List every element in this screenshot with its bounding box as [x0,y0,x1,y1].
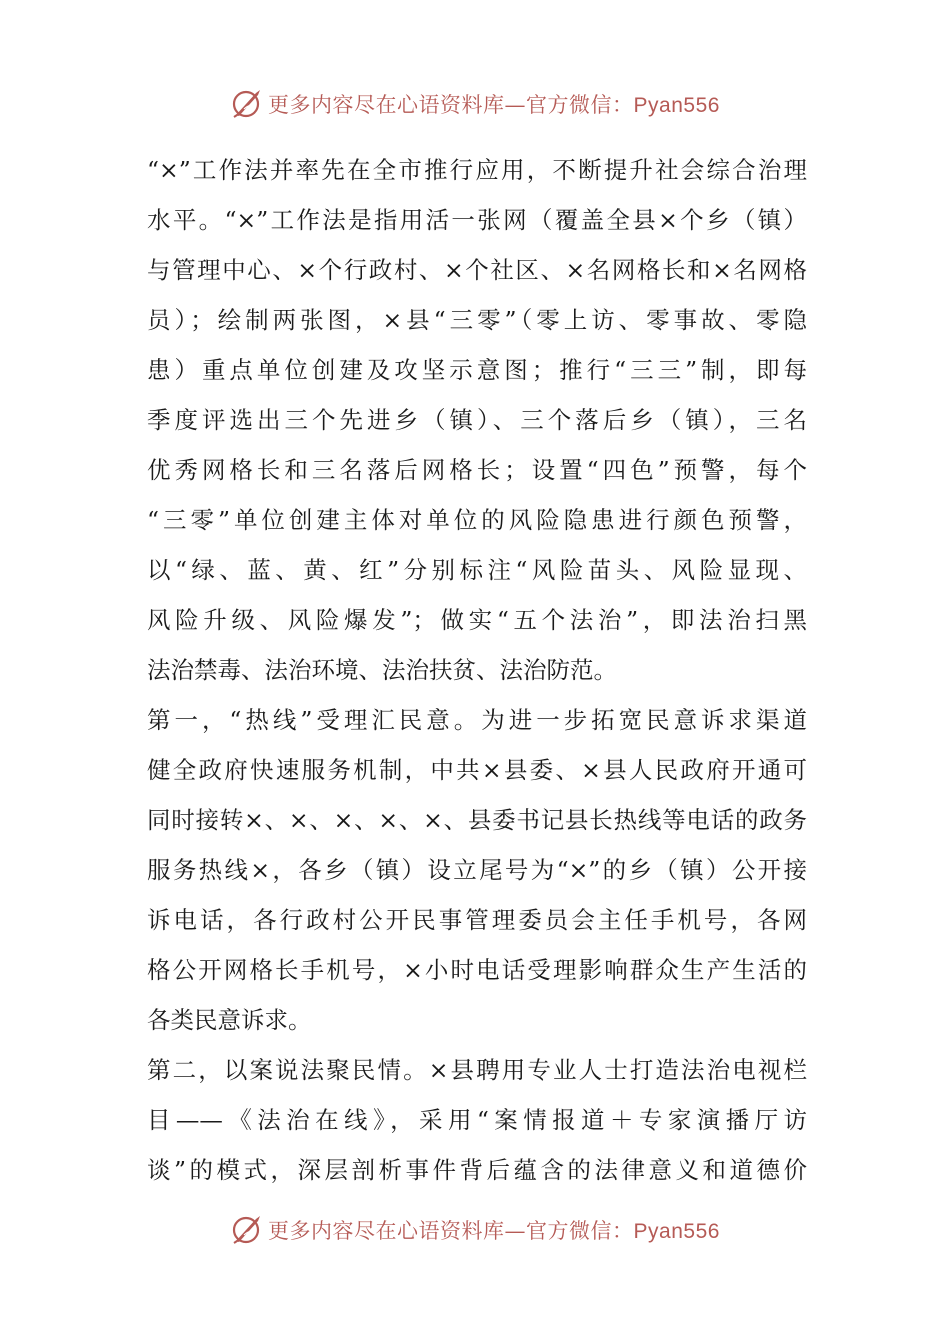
body-line: 风险升级、风险爆发”；做实“五个法治”，即法治扫黑 [147,606,807,634]
body-line: 以“绿、蓝、黄、红”分别标注“风险苗头、风险显现、 [147,556,807,584]
body-line: 员）；绘制两张图，×县“三零”（零上访、零事故、零隐 [147,306,807,334]
body-line: 服务热线×，各乡（镇）设立尾号为“×”的乡（镇）公开接 [147,856,807,884]
footer-watermark-banner [0,1210,950,1250]
body-line: 谈”的模式，深层剖析事件背后蕴含的法律意义和道德价 [147,1156,807,1184]
body-line: 健全政府快速服务机制，中共×县委、×县人民政府开通可 [147,756,807,784]
header-banner-text: 更多内容尽在心语资料库—官方微信：Pyan556 [268,93,720,117]
body-line: 优秀网格长和三名落后网格长；设置“四色”预警，每个 [147,456,807,484]
body-line: 与管理中心、×个行政村、×个社区、×名网格长和×名网格 [147,256,807,284]
footer-banner-text: 更多内容尽在心语资料库—官方微信：Pyan556 [268,1219,720,1243]
body-line: 诉电话，各行政村公开民事管理委员会主任手机号，各网 [147,906,807,934]
body-line: 患）重点单位创建及攻坚示意图；推行“三三”制，即每 [147,356,807,384]
footer-wechat-id: Pyan556 [633,1220,720,1243]
body-line: 同时接转×、×、×、×、×、县委书记县长热线等电话的政务 [147,806,807,834]
body-line: 格公开网格长手机号，×小时电话受理影响群众生产生活的 [147,956,807,984]
quill-pen-logo-icon [230,87,264,121]
document-body [147,145,807,1195]
quill-pen-logo-icon [230,1213,264,1247]
body-line: 法治禁毒、法治环境、法治扶贫、法治防范。 [147,656,617,684]
body-line: 季度评选出三个先进乡（镇）、三个落后乡（镇），三名 [147,406,807,434]
header-wechat-id: Pyan556 [633,94,720,117]
body-line: 目——《法治在线》，采用“案情报道＋专家演播厅访 [147,1106,807,1134]
body-line: 第二，以案说法聚民情。×县聘用专业人士打造法治电视栏 [147,1056,807,1084]
body-line: 各类民意诉求。 [147,1006,312,1034]
body-line: “三零”单位创建主体对单位的风险隐患进行颜色预警， [147,506,807,534]
body-line: “×”工作法并率先在全市推行应用，不断提升社会综合治理 [147,156,807,184]
header-watermark-banner [0,84,950,124]
body-line: 第一，“热线”受理汇民意。为进一步拓宽民意诉求渠道 [147,706,807,734]
body-line: 水平。“×”工作法是指用活一张网（覆盖全县×个乡（镇） [147,206,807,234]
